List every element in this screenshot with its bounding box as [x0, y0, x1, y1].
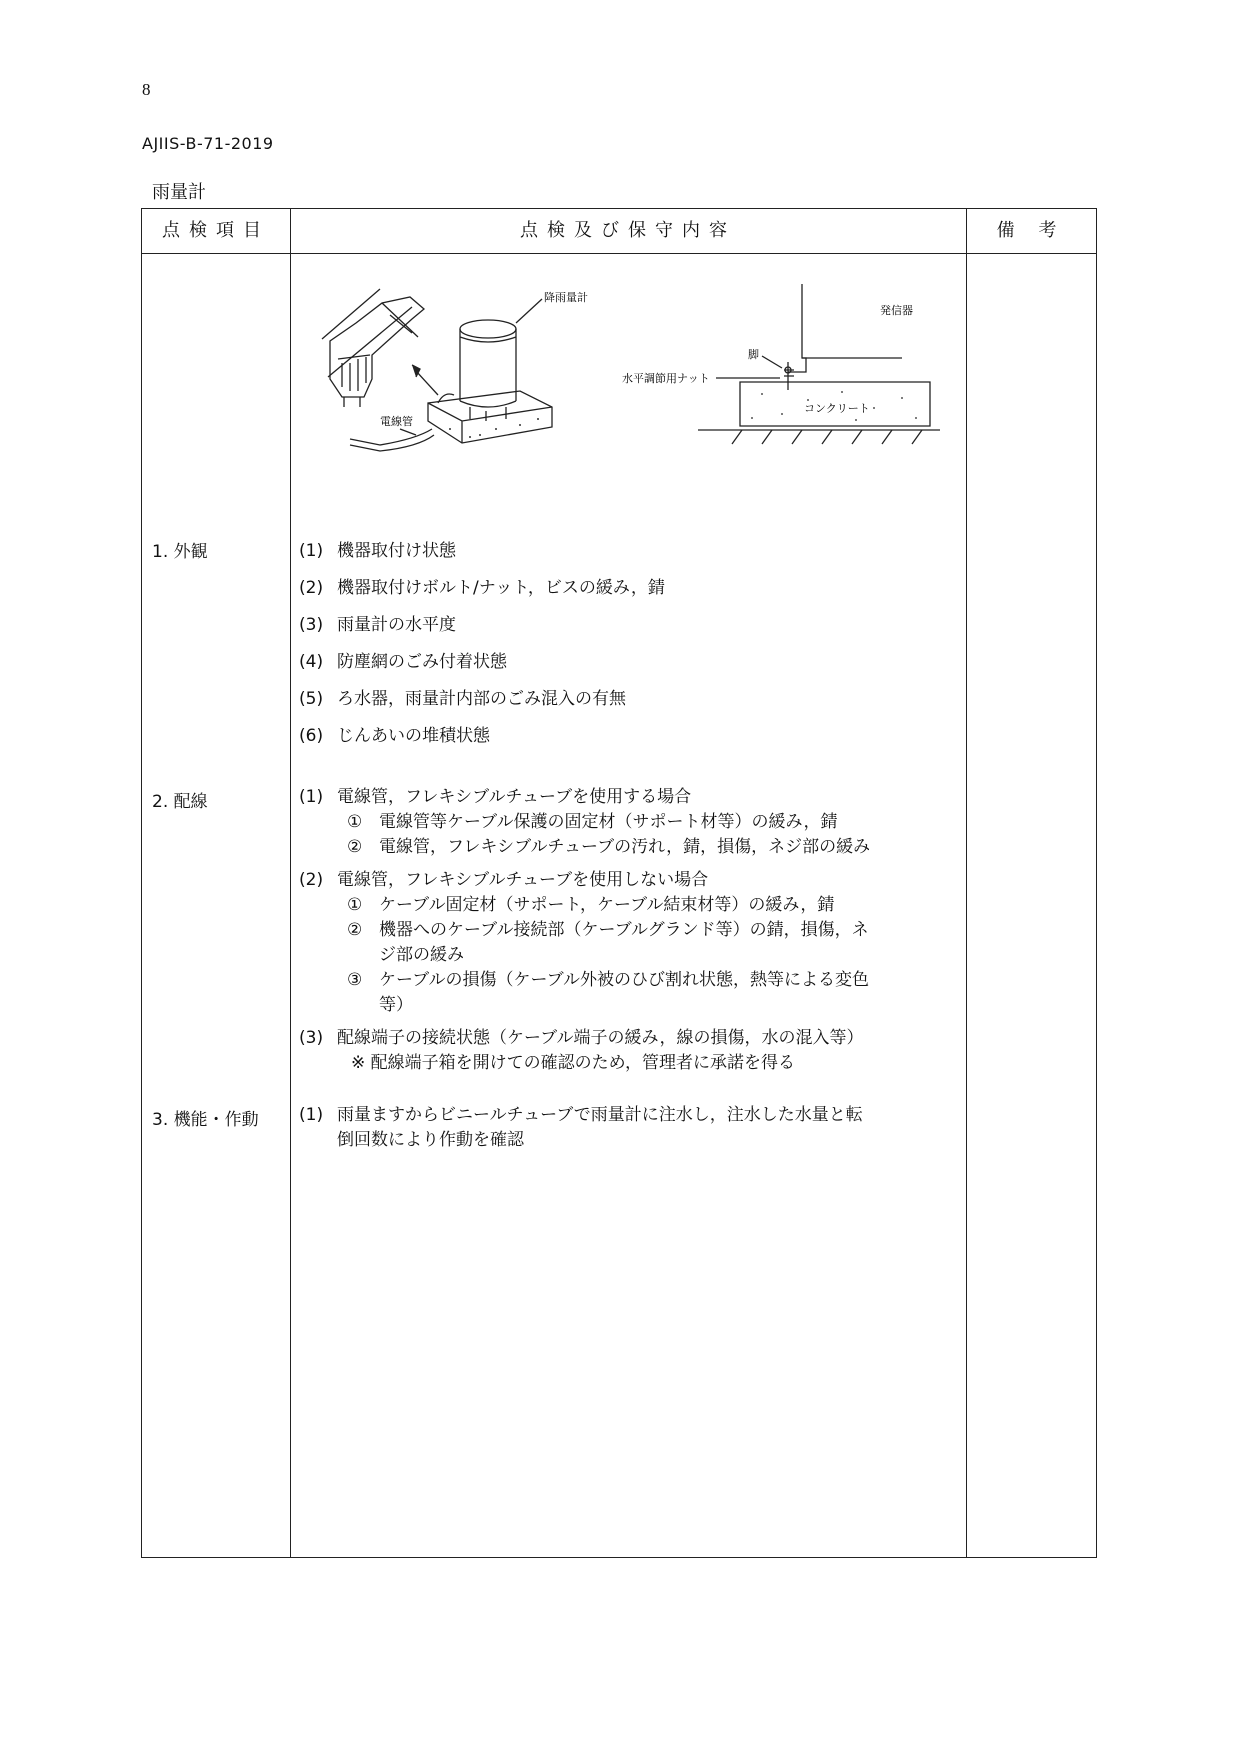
- sub-item: ② 機器へのケーブル接続部（ケーブルグランド等）の錆，損傷，ネ: [347, 920, 869, 940]
- sub-item: ① 電線管等ケーブル保護の固定材（サポート材等）の緩み，錆: [347, 812, 838, 832]
- sub-item-continuation: ジ部の緩み: [379, 945, 464, 965]
- list-item-continuation: 倒回数により作動を確認: [337, 1130, 524, 1150]
- concrete-label: コンクリート: [804, 402, 870, 415]
- section-title-function: 3. 機能・作動: [152, 1110, 259, 1130]
- list-item: (5) ろ水器，雨量計内部のごみ混入の有無: [299, 689, 626, 709]
- header-remarks: 備 考: [996, 220, 1066, 241]
- list-item: (3) 雨量計の水平度: [299, 615, 456, 635]
- header-inspection-content: 点検及び保守内容: [520, 220, 736, 241]
- list-item: (1) 雨量ますからビニールチューブで雨量計に注水し，注水した水量と転: [299, 1105, 863, 1125]
- document-code: AJIIS-B-71-2019: [142, 134, 274, 153]
- sub-item: ③ ケーブルの損傷（ケーブル外被のひび割れ状態，熱等による変色: [347, 970, 869, 990]
- appearance-items: [299, 533, 1099, 755]
- section-title-wiring: 2. 配線: [152, 792, 208, 812]
- inspection-table: [141, 208, 1097, 1558]
- list-item: (6) じんあいの堆積状態: [299, 726, 490, 746]
- list-item: (3) 配線端子の接続状態（ケーブル端子の緩み，線の損傷，水の混入等）: [299, 1028, 864, 1048]
- sub-item: ② 電線管，フレキシブルチューブの汚れ，錆，損傷，ネジ部の緩み: [347, 837, 871, 857]
- nut-label: 水平調節用ナット: [622, 372, 710, 385]
- section-title-appearance: 1. 外観: [152, 542, 208, 562]
- page-number: 8: [142, 80, 151, 99]
- list-item: (1) 電線管，フレキシブルチューブを使用する場合: [299, 787, 692, 807]
- section-title: 雨量計: [152, 182, 206, 203]
- wiring-items: [299, 785, 1099, 1076]
- column-divider: [290, 209, 291, 1557]
- list-item: (2) 機器取付けボルト/ナット，ビスの緩み，錆: [299, 578, 665, 598]
- list-item: (2) 電線管，フレキシブルチューブを使用しない場合: [299, 870, 709, 890]
- sub-item: ① ケーブル固定材（サポート，ケーブル結束材等）の緩み，錆: [347, 895, 835, 915]
- note: ※ 配線端子箱を開けての確認のため，管理者に承諾を得る: [351, 1053, 795, 1073]
- rain-gauge-illustration: [320, 279, 620, 489]
- function-items: [299, 1103, 1099, 1153]
- header-inspection-item: 点検項目: [162, 220, 270, 241]
- mounting-illustration: [612, 274, 952, 484]
- list-item: (1) 機器取付け状態: [299, 541, 456, 561]
- gauge-label: 降雨量計: [544, 291, 588, 304]
- list-item: (4) 防塵網のごみ付着状態: [299, 652, 507, 672]
- transmitter-label: 発信器: [880, 304, 913, 317]
- sub-item-continuation: 等）: [379, 995, 413, 1015]
- conduit-label: 電線管: [380, 415, 413, 428]
- header-divider: [142, 253, 1096, 254]
- leg-label: 脚: [748, 348, 759, 361]
